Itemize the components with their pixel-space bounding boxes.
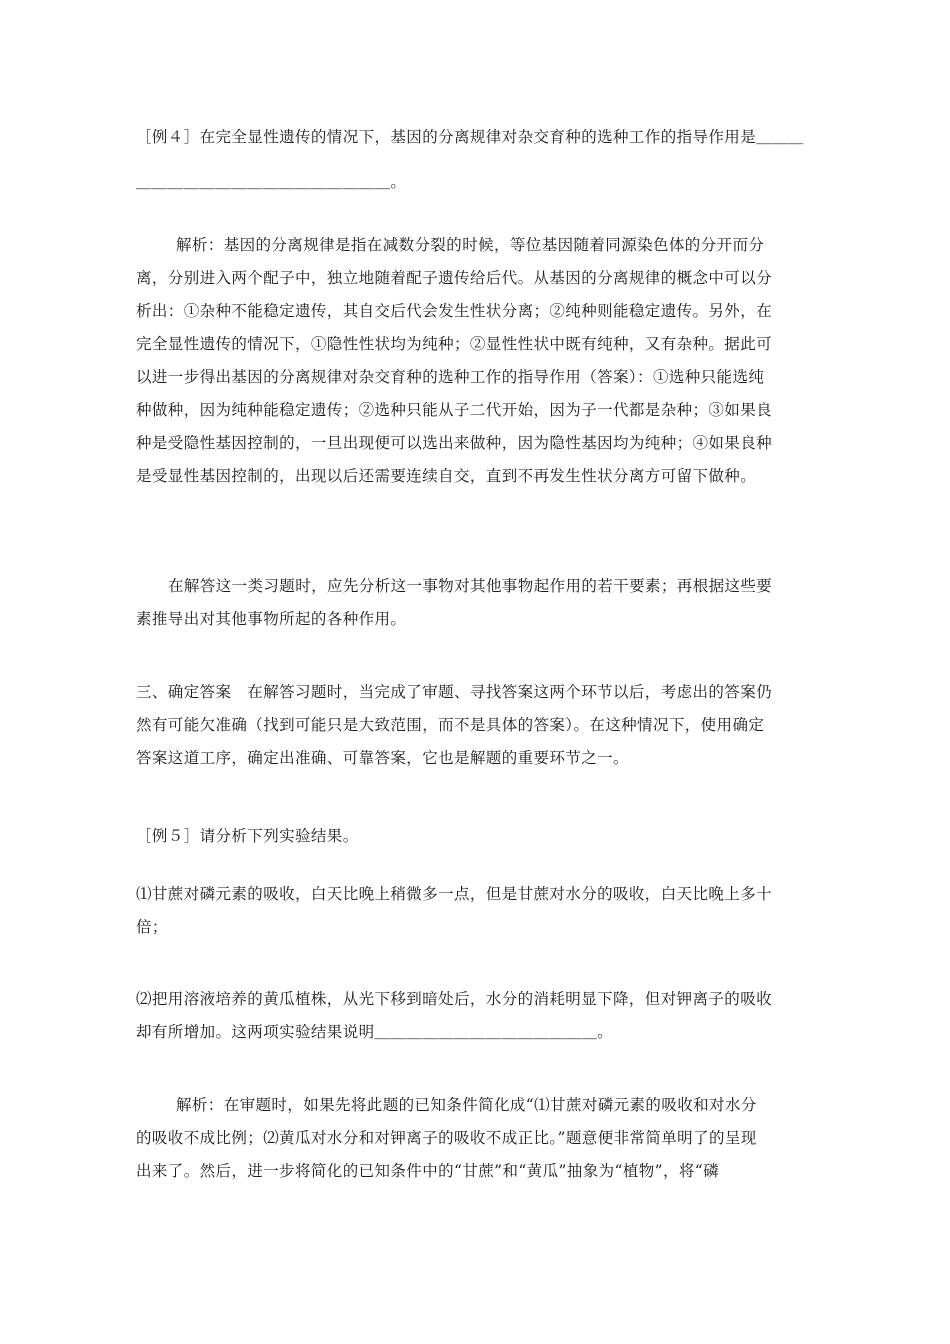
section-3-line: 三、确定答案 在解答习题时，当完成了审题、寻找答案这两个环节以后，考虑出的答案仍 [136,683,773,701]
analysis-line: 完全显性遗传的情况下，①隐性性状均为纯种；②显性性状中既有纯种，又有杂种。据此可 [136,335,773,353]
analysis-5-line: 出来了。然后，进一步将简化的已知条件中的“甘蔗”和“黄瓜”抽象为“植物”，将“磷 [136,1162,719,1180]
method-note-line: 素推导出对其他事物所起的各种作用。 [136,610,407,628]
example-4-question [136,121,816,199]
example-4-blank-line: ＿＿＿＿＿＿＿＿＿＿＿＿＿＿＿＿。 [136,173,407,191]
example-5-item-2 [136,983,816,1049]
example-4-line: ［例４］在完全显性遗传的情况下，基因的分离规律对杂交育种的选种工作的指导作用是＿＿＿ [136,128,804,146]
method-note [136,570,816,636]
example-4-analysis [136,229,816,493]
example-5-analysis [136,1089,816,1188]
item-2-line: 却有所增加。这两项实验结果说明＿＿＿＿＿＿＿＿＿＿＿＿＿＿。 [136,1023,614,1041]
analysis-line: 以进一步得出基因的分离规律对杂交育种的选种工作的指导作用（答案）：①选种只能选纯 [136,368,765,386]
item-1-line: 倍； [136,918,168,936]
analysis-line: 种做种，因为纯种能稳定遗传；②选种只能从子二代开始，因为子一代都是杂种；③如果良 [136,401,773,419]
analysis-5-line: 的吸收不成比例；⑵黄瓜对水分和对钾离子的吸收不成正比。”题意便非常简单明了的呈现 [136,1129,757,1147]
method-note-line: 在解答这一类习题时，应先分析这一事物对其他事物起作用的若干要素；再根据这些要 [168,577,773,595]
section-3-line: 然有可能欠准确（找到可能只是大致范围，而不是具体的答案）。在这种情况下，使用确定 [136,716,765,734]
analysis-line: 析出：①杂种不能稳定遗传，其自交后代会发生性状分离；②纯种则能稳定遗传。另外，在 [136,302,773,320]
example-5-title-text: ［例５］请分析下列实验结果。 [136,827,359,845]
example-5-title [136,820,816,853]
item-2-line: ⑵把用溶液培养的黄瓜植株，从光下移到暗处后，水分的消耗明显下降，但对钾离子的吸收 [136,990,773,1008]
analysis-5-line: 解析：在审题时，如果先将此题的已知条件简化成“⑴甘蔗对磷元素的吸收和对水分 [176,1096,757,1114]
example-5-item-1 [136,878,816,944]
analysis-line: 解析：基因的分离规律是指在减数分裂的时候，等位基因随着同源染色体的分开而分 [176,236,765,254]
section-3-line: 答案这道工序，确定出准确、可靠答案，它也是解题的重要环节之一。 [136,749,629,767]
analysis-line: 是受显性基因控制的，出现以后还需要连续自交，直到不再发生性状分离方可留下做种。 [136,467,757,485]
analysis-line: 离，分别进入两个配子中，独立地随着配子遗传给后代。从基因的分离规律的概念中可以分 [136,269,773,287]
section-3-confirm-answer [136,676,816,775]
analysis-line: 种是受隐性基因控制的，一旦出现便可以选出来做种，因为隐性基因均为纯种；④如果良种 [136,434,773,452]
item-1-line: ⑴甘蔗对磷元素的吸收，白天比晚上稍微多一点，但是甘蔗对水分的吸收，白天比晚上多十 [136,885,773,903]
